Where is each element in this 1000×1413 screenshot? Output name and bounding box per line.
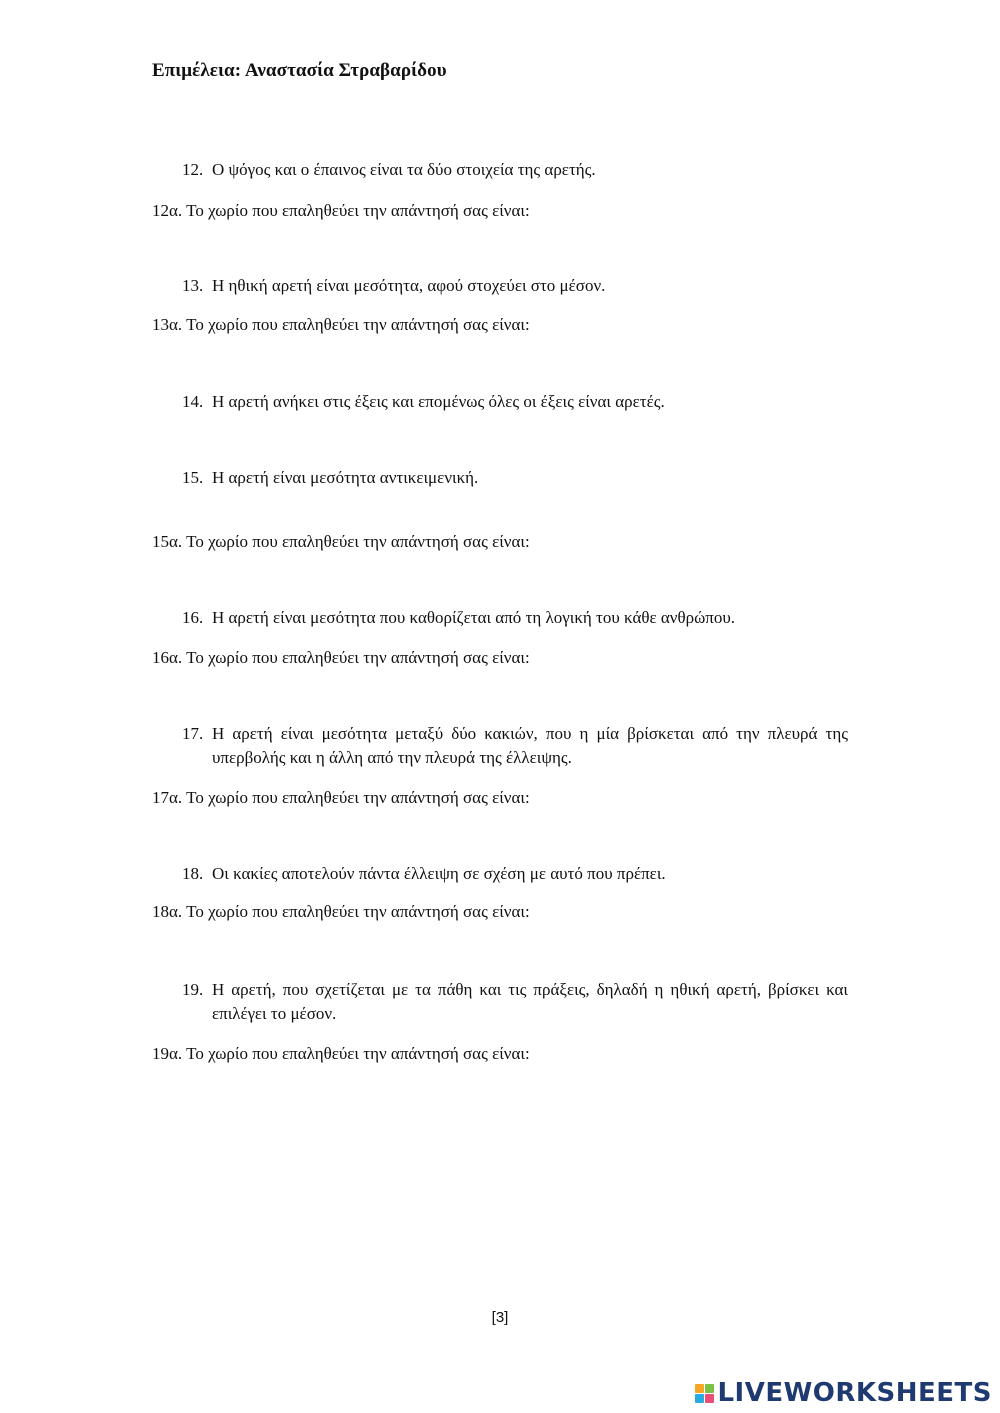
question-text: Οι κακίες αποτελούν πάντα έλλειψη σε σχέση με αυτό που πρέπει.: [212, 864, 666, 883]
question-text: Ο ψόγος και ο έπαινος είναι τα δύο στοιχεία της αρετής.: [212, 160, 596, 179]
question-text: Η αρετή είναι μεσότητα μεταξύ δύο κακιών, που η μία βρίσκεται από την πλευρά της υπερβολής και η άλλη από την πλευρά της έλλειψης.: [212, 724, 848, 767]
answer-prompt-18a: 18α. Το χωρίο που επαληθεύει την απάντησή σας είναι:: [152, 902, 530, 921]
logo-square-icon: [705, 1384, 714, 1393]
question-17: [182, 722, 848, 770]
question-number: 19.: [182, 980, 204, 999]
answer-prompt-12a: 12α. Το χωρίο που επαληθεύει την απάντησή σας είναι:: [152, 201, 530, 220]
answer-prompt-13a: 13α. Το χωρίο που επαληθεύει την απάντησή σας είναι:: [152, 315, 530, 334]
question-text: Η αρετή ανήκει στις έξεις και επομένως όλες οι έξεις είναι αρετές.: [212, 392, 665, 411]
answer-prompt-15a: 15α. Το χωρίο που επαληθεύει την απάντησή σας είναι:: [152, 532, 530, 551]
question-13: [182, 274, 848, 298]
question-number: 14.: [182, 392, 204, 411]
document-header-title: Επιμέλεια: Αναστασία Στραβαρίδου: [152, 60, 447, 81]
logo-square-icon: [705, 1394, 714, 1403]
question-number: 13.: [182, 276, 204, 295]
question-19: [182, 978, 848, 1026]
answer-prompt-19a: 19α. Το χωρίο που επαληθεύει την απάντησή σας είναι:: [152, 1044, 530, 1063]
answer-prompt-17a: 17α. Το χωρίο που επαληθεύει την απάντησή σας είναι:: [152, 788, 530, 807]
liveworksheets-brand: [695, 1378, 992, 1408]
question-text: Η ηθική αρετή είναι μεσότητα, αφού στοχεύει στο μέσον.: [212, 276, 606, 295]
question-15: [182, 466, 848, 490]
question-16: [182, 606, 848, 630]
question-18: [182, 862, 848, 886]
logo-square-icon: [695, 1384, 704, 1393]
question-14: [182, 390, 848, 414]
page-number: [3]: [491, 1309, 509, 1326]
question-number: 16.: [182, 608, 204, 627]
question-number: 18.: [182, 864, 204, 883]
logo-square-icon: [695, 1394, 704, 1403]
question-number: 12.: [182, 160, 204, 179]
liveworksheets-logo-icon: [695, 1384, 714, 1403]
answer-prompt-16a: 16α. Το χωρίο που επαληθεύει την απάντησή σας είναι:: [152, 648, 530, 667]
question-number: 17.: [182, 724, 204, 743]
liveworksheets-wordmark: LIVEWORKSHEETS: [717, 1378, 992, 1408]
question-12: [182, 158, 848, 182]
question-number: 15.: [182, 468, 204, 487]
question-text: Η αρετή είναι μεσότητα αντικειμενική.: [212, 468, 479, 487]
question-text: Η αρετή, που σχετίζεται με τα πάθη και τις πράξεις, δηλαδή η ηθική αρετή, βρίσκει και επιλέγει το μέσον.: [212, 980, 848, 1023]
question-text: Η αρετή είναι μεσότητα που καθορίζεται από τη λογική του κάθε ανθρώπου.: [212, 608, 736, 627]
